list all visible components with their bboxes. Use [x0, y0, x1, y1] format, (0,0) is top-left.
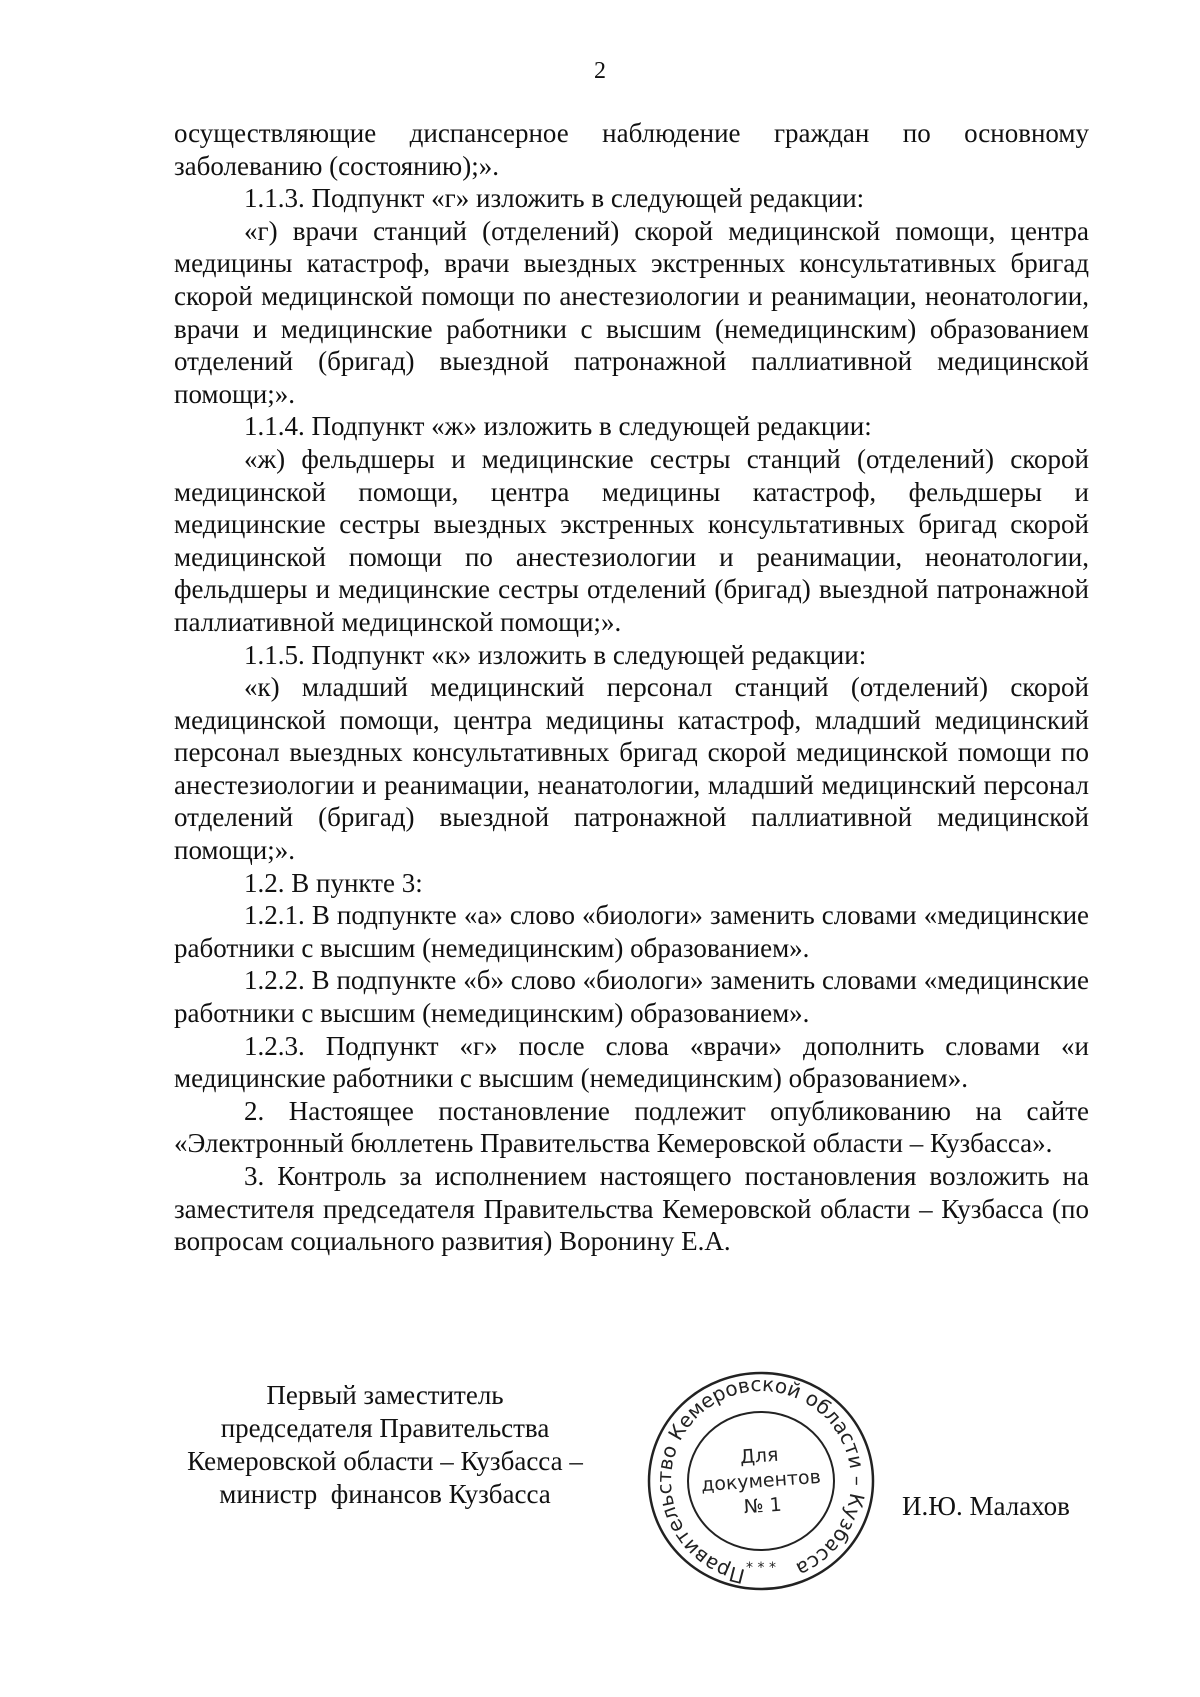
paragraph: 1.2. В пункте 3: [244, 867, 423, 898]
stamp-stars: * * * [746, 1560, 776, 1576]
paragraph: 1.2.2. В подпункте «б» слово «биологи» заменить словами «медицинские работники с высшим (немедицинским) образованием». [174, 965, 1089, 1029]
signatory-title [165, 1379, 605, 1511]
signatory-title-line: министр финансов Кузбасса [219, 1479, 551, 1509]
document-body [174, 117, 1089, 1258]
stamp-center-line: Для [739, 1443, 780, 1469]
paragraph: 3. Контроль за исполнением настоящего постановления возложить на заместителя председателя Правительства Кемеровской области – Кузбасса (по вопросам социального развития) Воронину Е.А. [174, 1161, 1089, 1257]
signatory-title-line: Кемеровской области – Кузбасса – [187, 1446, 583, 1476]
signatory-name: И.Ю. Малахов [902, 1491, 1070, 1521]
paragraph: 2. Настоящее постановление подлежит опубликованию на сайте «Электронный бюллетень Правительства Кемеровской области – Кузбасса». [174, 1095, 1089, 1159]
paragraph: «г) врачи станций (отделений) скорой медицинской помощи, центра медицины катастроф, врачи выездных экстренных консультативных бригад скорой медицинской помощи по анестезиологии и реанимации, неонатологии, врачи и медицинские работники с высшим (немедицинским) образованием отделений (бригад) выездной патронажной паллиативной медицинской помощи;». [174, 215, 1089, 409]
paragraph: «к) младший медицинский персонал станций (отделений) скорой медицинской помощи, центра медицины катастроф, младший медицинский персонал выездных консультативных бригад скорой медицинской помощи по анестезиологии и реанимации, неанатологии, младший медицинский персонал отделений (бригад) выездной патронажной паллиативной медицинской помощи;». [174, 672, 1089, 866]
stamp-center-line: документов [700, 1465, 822, 1497]
paragraph: «ж) фельдшеры и медицинские сестры станций (отделений) скорой медицинской помощи, центра медицины катастроф, фельдшеры и медицинские сестры выездных экстренных консультативных бригад скорой медицинской помощи по анестезиологии и реанимации, неонатологии, фельдшеры и медицинские сестры отделений (бригад) выездной патронажной паллиативной медицинской помощи;». [174, 443, 1089, 637]
paragraph: 1.2.3. Подпункт «г» после слова «врачи» дополнить словами «и медицинские работники с высшим (немедицинским) образованием». [174, 1030, 1089, 1094]
stamp-center-line: № 1 [743, 1493, 783, 1519]
official-stamp [636, 1366, 886, 1596]
paragraph: осуществляющие диспансерное наблюдение граждан по основному заболеванию (состоянию);». [174, 118, 1089, 181]
stamp-ring-textpath: Правительство Кемеровской области – Кузбасса [651, 1371, 871, 1589]
paragraph: 1.1.4. Подпункт «ж» изложить в следующей редакции: [244, 411, 872, 442]
signatory-title-line: Первый заместитель [266, 1380, 504, 1410]
paragraph: 1.2.1. В подпункте «а» слово «биологи» заменить словами «медицинские работники с высшим (немедицинским) образованием». [174, 900, 1089, 963]
page-number: 2 [594, 58, 606, 84]
paragraph: 1.1.5. Подпункт «к» изложить в следующей редакции: [244, 639, 867, 670]
paragraph: 1.1.3. Подпункт «г» изложить в следующей редакции: [244, 183, 865, 214]
signatory-title-line: председателя Правительства [220, 1413, 550, 1443]
